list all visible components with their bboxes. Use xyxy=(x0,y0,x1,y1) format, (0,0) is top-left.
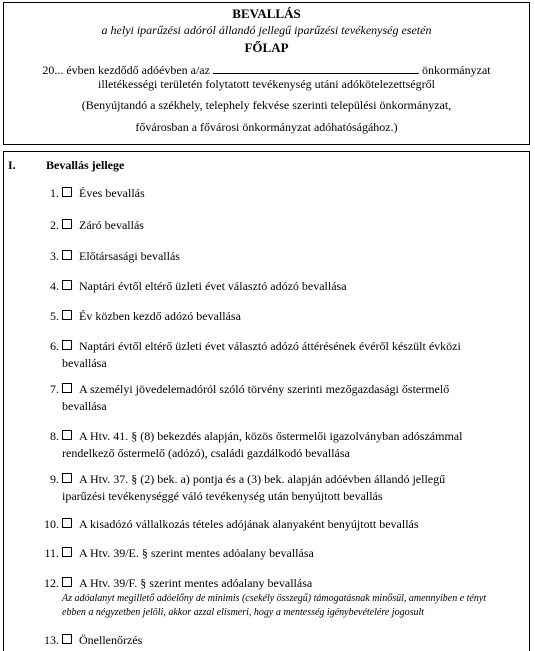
item-number: 10. xyxy=(44,517,59,531)
item-label-continued: iparűzési tevékenységgé váló tevékenység után benyújtott bevallás xyxy=(62,489,383,503)
checkbox[interactable] xyxy=(62,250,72,260)
checkbox[interactable] xyxy=(62,547,72,557)
item-number: 3. xyxy=(50,249,59,263)
year-municipality-line xyxy=(4,63,529,78)
item-number: 4. xyxy=(50,279,59,293)
item-number: 1. xyxy=(50,186,59,200)
item-number: 9. xyxy=(50,472,59,486)
item-number: 5. xyxy=(50,309,59,323)
checkbox[interactable] xyxy=(62,310,72,320)
item-label: A Htv. 39/E. § szerint mentes adóalany bevallása xyxy=(79,546,314,560)
item-note: Az adóalanyt megillető adóelőny de minimis (csekély összegű) támogatásnak minősül, amennyiben e tényt xyxy=(62,593,487,604)
checkbox[interactable] xyxy=(62,280,72,290)
item-number: 8. xyxy=(50,429,59,443)
item-label: A kisadózó vállalkozás tételes adójának alanyaként benyújtott bevallás xyxy=(79,517,419,531)
item-label-continued: rendelkező őstermelő (adózó), családi gazdálkodó bevallása xyxy=(62,446,350,460)
submission-note-1: (Benyújtandó a székhely, telephely fekvése szerinti települési önkormányzat, xyxy=(81,98,452,112)
checkbox[interactable] xyxy=(62,187,72,197)
checkbox[interactable] xyxy=(62,340,72,350)
checkbox[interactable] xyxy=(62,430,72,440)
section-box xyxy=(3,151,530,651)
section-number: I. xyxy=(8,158,16,172)
header-box xyxy=(3,2,530,145)
checkbox[interactable] xyxy=(62,383,72,393)
item-label: Éves bevallás xyxy=(79,186,145,200)
item-number: 13. xyxy=(44,633,59,647)
item-number: 11. xyxy=(44,546,59,560)
item-label-continued: bevallása xyxy=(62,399,107,413)
checkbox[interactable] xyxy=(62,577,72,587)
item-label: A Htv. 39/F. § szerint mentes adóalany bevallása xyxy=(79,576,313,590)
item-label: A Htv. 37. § (2) bek. a) pontja és a (3) bek. alapján adóévben állandó jellegű xyxy=(79,472,446,486)
checkbox[interactable] xyxy=(62,634,72,644)
item-label: Előtársasági bevallás xyxy=(79,249,180,263)
checkbox[interactable] xyxy=(62,518,72,528)
item-label: Záró bevallás xyxy=(79,218,144,232)
municipality-text: önkormányzat xyxy=(421,63,491,77)
checkbox[interactable] xyxy=(62,219,72,229)
jurisdiction-text: illetékességi területén folytatott tevékenység utáni adókötelezettségről xyxy=(98,77,435,91)
year-text: 20... évben kezdődő adóévben a/az xyxy=(42,63,210,77)
item-number: 2. xyxy=(50,218,59,232)
sheet-title: FŐLAP xyxy=(244,40,289,55)
item-note: ebben a négyzetben jelöli, akkor azzal elismeri, hogy a mentesség igénybevételére jogosult xyxy=(62,607,425,618)
item-label: A Htv. 41. § (8) bekezdés alapján, közös őstermelői igazolványban adószámmal xyxy=(79,429,463,443)
municipality-blank-field[interactable] xyxy=(213,63,419,74)
submission-note-2: fővárosban a fővárosi önkormányzat adóhatóságához.) xyxy=(135,120,398,134)
section-title: Bevallás jellege xyxy=(46,158,125,172)
item-label-continued: bevallása xyxy=(62,356,107,370)
item-label: Önellenőrzés xyxy=(79,633,143,647)
item-label: A személyi jövedelemadóról szóló törvény szerinti mezőgazdasági őstermelő xyxy=(79,382,450,396)
item-number: 6. xyxy=(50,339,59,353)
item-number: 7. xyxy=(50,382,59,396)
item-label: Év közben kezdő adózó bevallása xyxy=(79,309,241,323)
form-subtitle: a helyi iparűzési adóról állandó jellegű iparűzési tevékenység esetén xyxy=(101,23,432,37)
item-label: Naptári évtől eltérő üzleti évet választó adózó áttérésének évéről készült évközi xyxy=(79,339,461,353)
item-number: 12. xyxy=(44,576,59,590)
checkbox[interactable] xyxy=(62,473,72,483)
item-label: Naptári évtől eltérő üzleti évet választó adózó bevallása xyxy=(79,279,347,293)
form-title: BEVALLÁS xyxy=(232,6,301,21)
